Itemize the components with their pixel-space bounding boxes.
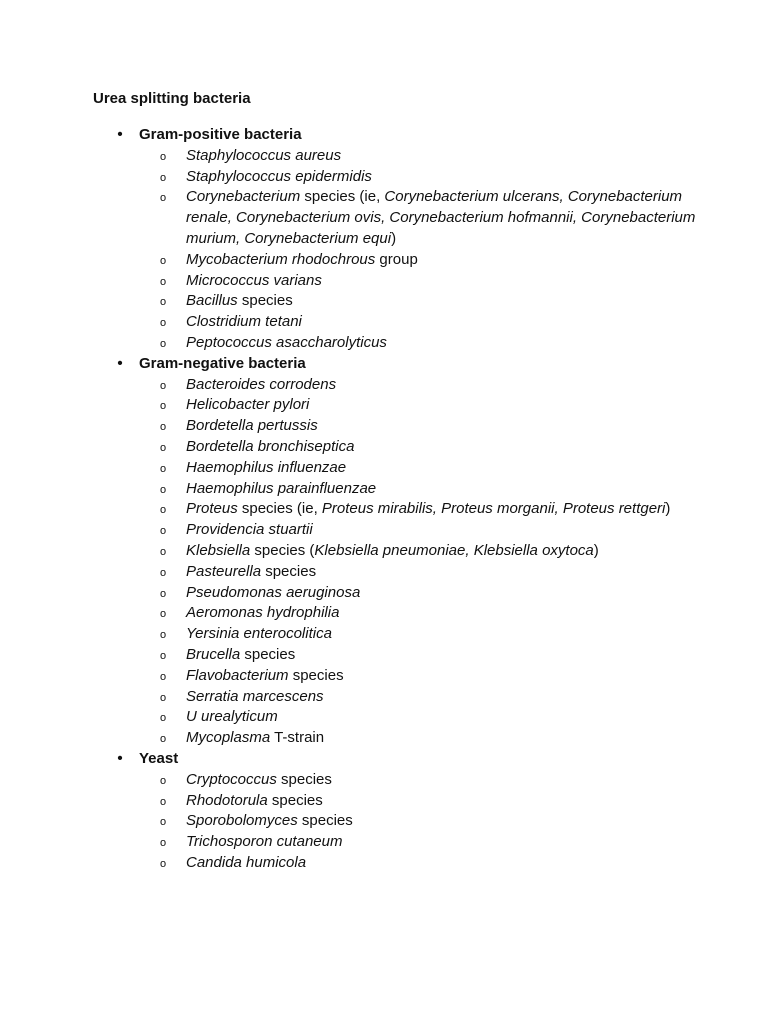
organism-name: Trichosporon cutaneum xyxy=(186,833,343,851)
organism-name: Rhodotorula xyxy=(186,791,268,809)
circle-bullet-icon: o xyxy=(160,525,167,538)
circle-bullet-icon: o xyxy=(160,816,167,829)
organism-name: Haemophilus influenzae xyxy=(186,458,347,476)
organism-note: species (ie, xyxy=(300,188,385,206)
organism-name: Sporobolomyces xyxy=(186,812,298,830)
circle-bullet-icon: o xyxy=(160,566,167,579)
category-item xyxy=(113,749,713,874)
organism-name: Aeromonas hydrophilia xyxy=(186,604,340,622)
organism-item xyxy=(113,167,696,188)
organism-item xyxy=(113,187,696,249)
page-title: Urea splitting bacteria xyxy=(93,90,251,107)
organism-note: ) xyxy=(665,500,671,518)
organism-name: Staphylococcus aureus xyxy=(186,146,342,164)
organism-name: Bacteroides corrodens xyxy=(186,375,337,393)
organism-name: Helicobacter pylori xyxy=(186,396,310,414)
organism-note: group xyxy=(375,250,418,268)
circle-bullet-icon: o xyxy=(160,545,167,558)
organism-name: Mycobacterium rhodochrous xyxy=(186,250,376,268)
organism-note: species (ie, xyxy=(237,500,322,518)
circle-bullet-icon: o xyxy=(160,504,167,517)
circle-bullet-icon: o xyxy=(160,296,167,309)
organism-item xyxy=(113,458,696,479)
organism-note: species xyxy=(276,770,332,788)
organism-name: Pasteurella xyxy=(186,562,262,580)
organism-item xyxy=(113,583,696,604)
organism-note: species xyxy=(288,666,344,684)
organism-list xyxy=(113,146,713,354)
circle-bullet-icon: o xyxy=(160,379,167,392)
organism-item xyxy=(113,645,696,666)
organism-item xyxy=(113,624,696,645)
organism-list xyxy=(113,375,713,749)
organism-list xyxy=(113,770,713,874)
organism-item xyxy=(113,291,696,312)
organism-item xyxy=(113,479,696,500)
bullet-icon: • xyxy=(117,749,123,767)
organism-item xyxy=(113,499,696,520)
organism-note: ) xyxy=(391,229,397,247)
organism-name: Brucella xyxy=(186,645,241,663)
circle-bullet-icon: o xyxy=(160,857,167,870)
circle-bullet-icon: o xyxy=(160,837,167,850)
organism-name: Candida humicola xyxy=(186,853,307,871)
organism-name: Bordetella pertussis xyxy=(186,417,318,435)
bullet-icon: • xyxy=(117,126,123,143)
organism-name: Mycoplasma xyxy=(186,729,271,747)
circle-bullet-icon: o xyxy=(160,441,167,454)
circle-bullet-icon: o xyxy=(160,192,167,205)
organism-name: Bacillus xyxy=(186,292,238,310)
organism-note: species ( xyxy=(250,541,315,559)
organism-name: Yersinia enterocolitica xyxy=(186,625,332,643)
organism-name: Proteus mirabilis, Proteus morganii, Proteus rettgeri xyxy=(321,500,666,518)
category-item xyxy=(113,125,713,354)
organism-item xyxy=(113,375,696,396)
organism-name: Corynebacterium ulcerans, Corynebacterium renale, Corynebacterium ovis, Corynebacterium hofmannii, Corynebacterium murium, Corynebacterium equi xyxy=(186,188,696,247)
organism-note: species xyxy=(267,791,323,809)
organism-item xyxy=(113,541,696,562)
organism-item xyxy=(113,562,696,583)
organism-item xyxy=(113,832,696,853)
organism-name: Micrococcus varians xyxy=(186,271,322,289)
organism-name: Haemophilus parainfluenzae xyxy=(186,479,377,497)
organism-name: Klebsiella xyxy=(186,541,251,559)
organism-name: Providencia stuartii xyxy=(186,521,313,539)
category-label: Gram-positive bacteria xyxy=(139,126,302,143)
circle-bullet-icon: o xyxy=(160,774,167,787)
circle-bullet-icon: o xyxy=(160,670,167,683)
organism-name: Clostridium tetani xyxy=(186,313,302,331)
bullet-icon: • xyxy=(117,354,123,372)
organism-item xyxy=(113,250,696,271)
organism-note: species xyxy=(297,812,353,830)
category-label: Gram-negative bacteria xyxy=(139,354,306,372)
organism-name: Corynebacterium xyxy=(186,188,301,206)
organism-item xyxy=(113,146,696,167)
organism-name: Cryptococcus xyxy=(186,770,277,788)
circle-bullet-icon: o xyxy=(160,171,167,184)
circle-bullet-icon: o xyxy=(160,733,167,746)
category-item xyxy=(113,354,713,749)
organism-item xyxy=(113,271,696,292)
circle-bullet-icon: o xyxy=(160,462,167,475)
circle-bullet-icon: o xyxy=(160,150,167,163)
organism-name: Bordetella bronchiseptica xyxy=(186,437,355,455)
organism-item xyxy=(113,687,696,708)
category-list xyxy=(113,125,713,874)
organism-item xyxy=(113,707,696,728)
organism-name: Staphylococcus epidermidis xyxy=(186,167,372,185)
circle-bullet-icon: o xyxy=(160,483,167,496)
organism-item xyxy=(113,520,696,541)
organism-item xyxy=(113,666,696,687)
circle-bullet-icon: o xyxy=(160,691,167,704)
organism-item xyxy=(113,395,696,416)
organism-item xyxy=(113,333,696,354)
organism-item xyxy=(113,811,696,832)
circle-bullet-icon: o xyxy=(160,795,167,808)
organism-name: Peptococcus asaccharolyticus xyxy=(186,333,387,351)
organism-name: Serratia marcescens xyxy=(186,687,324,705)
circle-bullet-icon: o xyxy=(160,587,167,600)
organism-note: ) xyxy=(593,541,599,559)
organism-item xyxy=(113,603,696,624)
circle-bullet-icon: o xyxy=(160,608,167,621)
organism-item xyxy=(113,416,696,437)
circle-bullet-icon: o xyxy=(160,629,167,642)
organism-name: Proteus xyxy=(186,500,238,518)
category-label: Yeast xyxy=(139,749,179,767)
circle-bullet-icon: o xyxy=(160,421,167,434)
organism-item xyxy=(113,853,696,874)
organism-note: species xyxy=(237,292,293,310)
organism-item xyxy=(113,770,696,791)
organism-note: T-strain xyxy=(270,729,325,747)
circle-bullet-icon: o xyxy=(160,254,167,267)
organism-name: Flavobacterium xyxy=(186,666,289,684)
circle-bullet-icon: o xyxy=(160,649,167,662)
organism-name: Klebsiella pneumoniae, Klebsiella oxytoca xyxy=(314,541,594,559)
circle-bullet-icon: o xyxy=(160,337,167,350)
organism-name: U urealyticum xyxy=(186,708,278,726)
circle-bullet-icon: o xyxy=(160,400,167,413)
organism-item xyxy=(113,312,696,333)
organism-item xyxy=(113,437,696,458)
organism-name: Pseudomonas aeruginosa xyxy=(186,583,361,601)
organism-item xyxy=(113,728,696,749)
organism-note: species xyxy=(240,645,296,663)
organism-note: species xyxy=(261,562,317,580)
circle-bullet-icon: o xyxy=(160,317,167,330)
organism-item xyxy=(113,791,696,812)
circle-bullet-icon: o xyxy=(160,275,167,288)
circle-bullet-icon: o xyxy=(160,712,167,725)
